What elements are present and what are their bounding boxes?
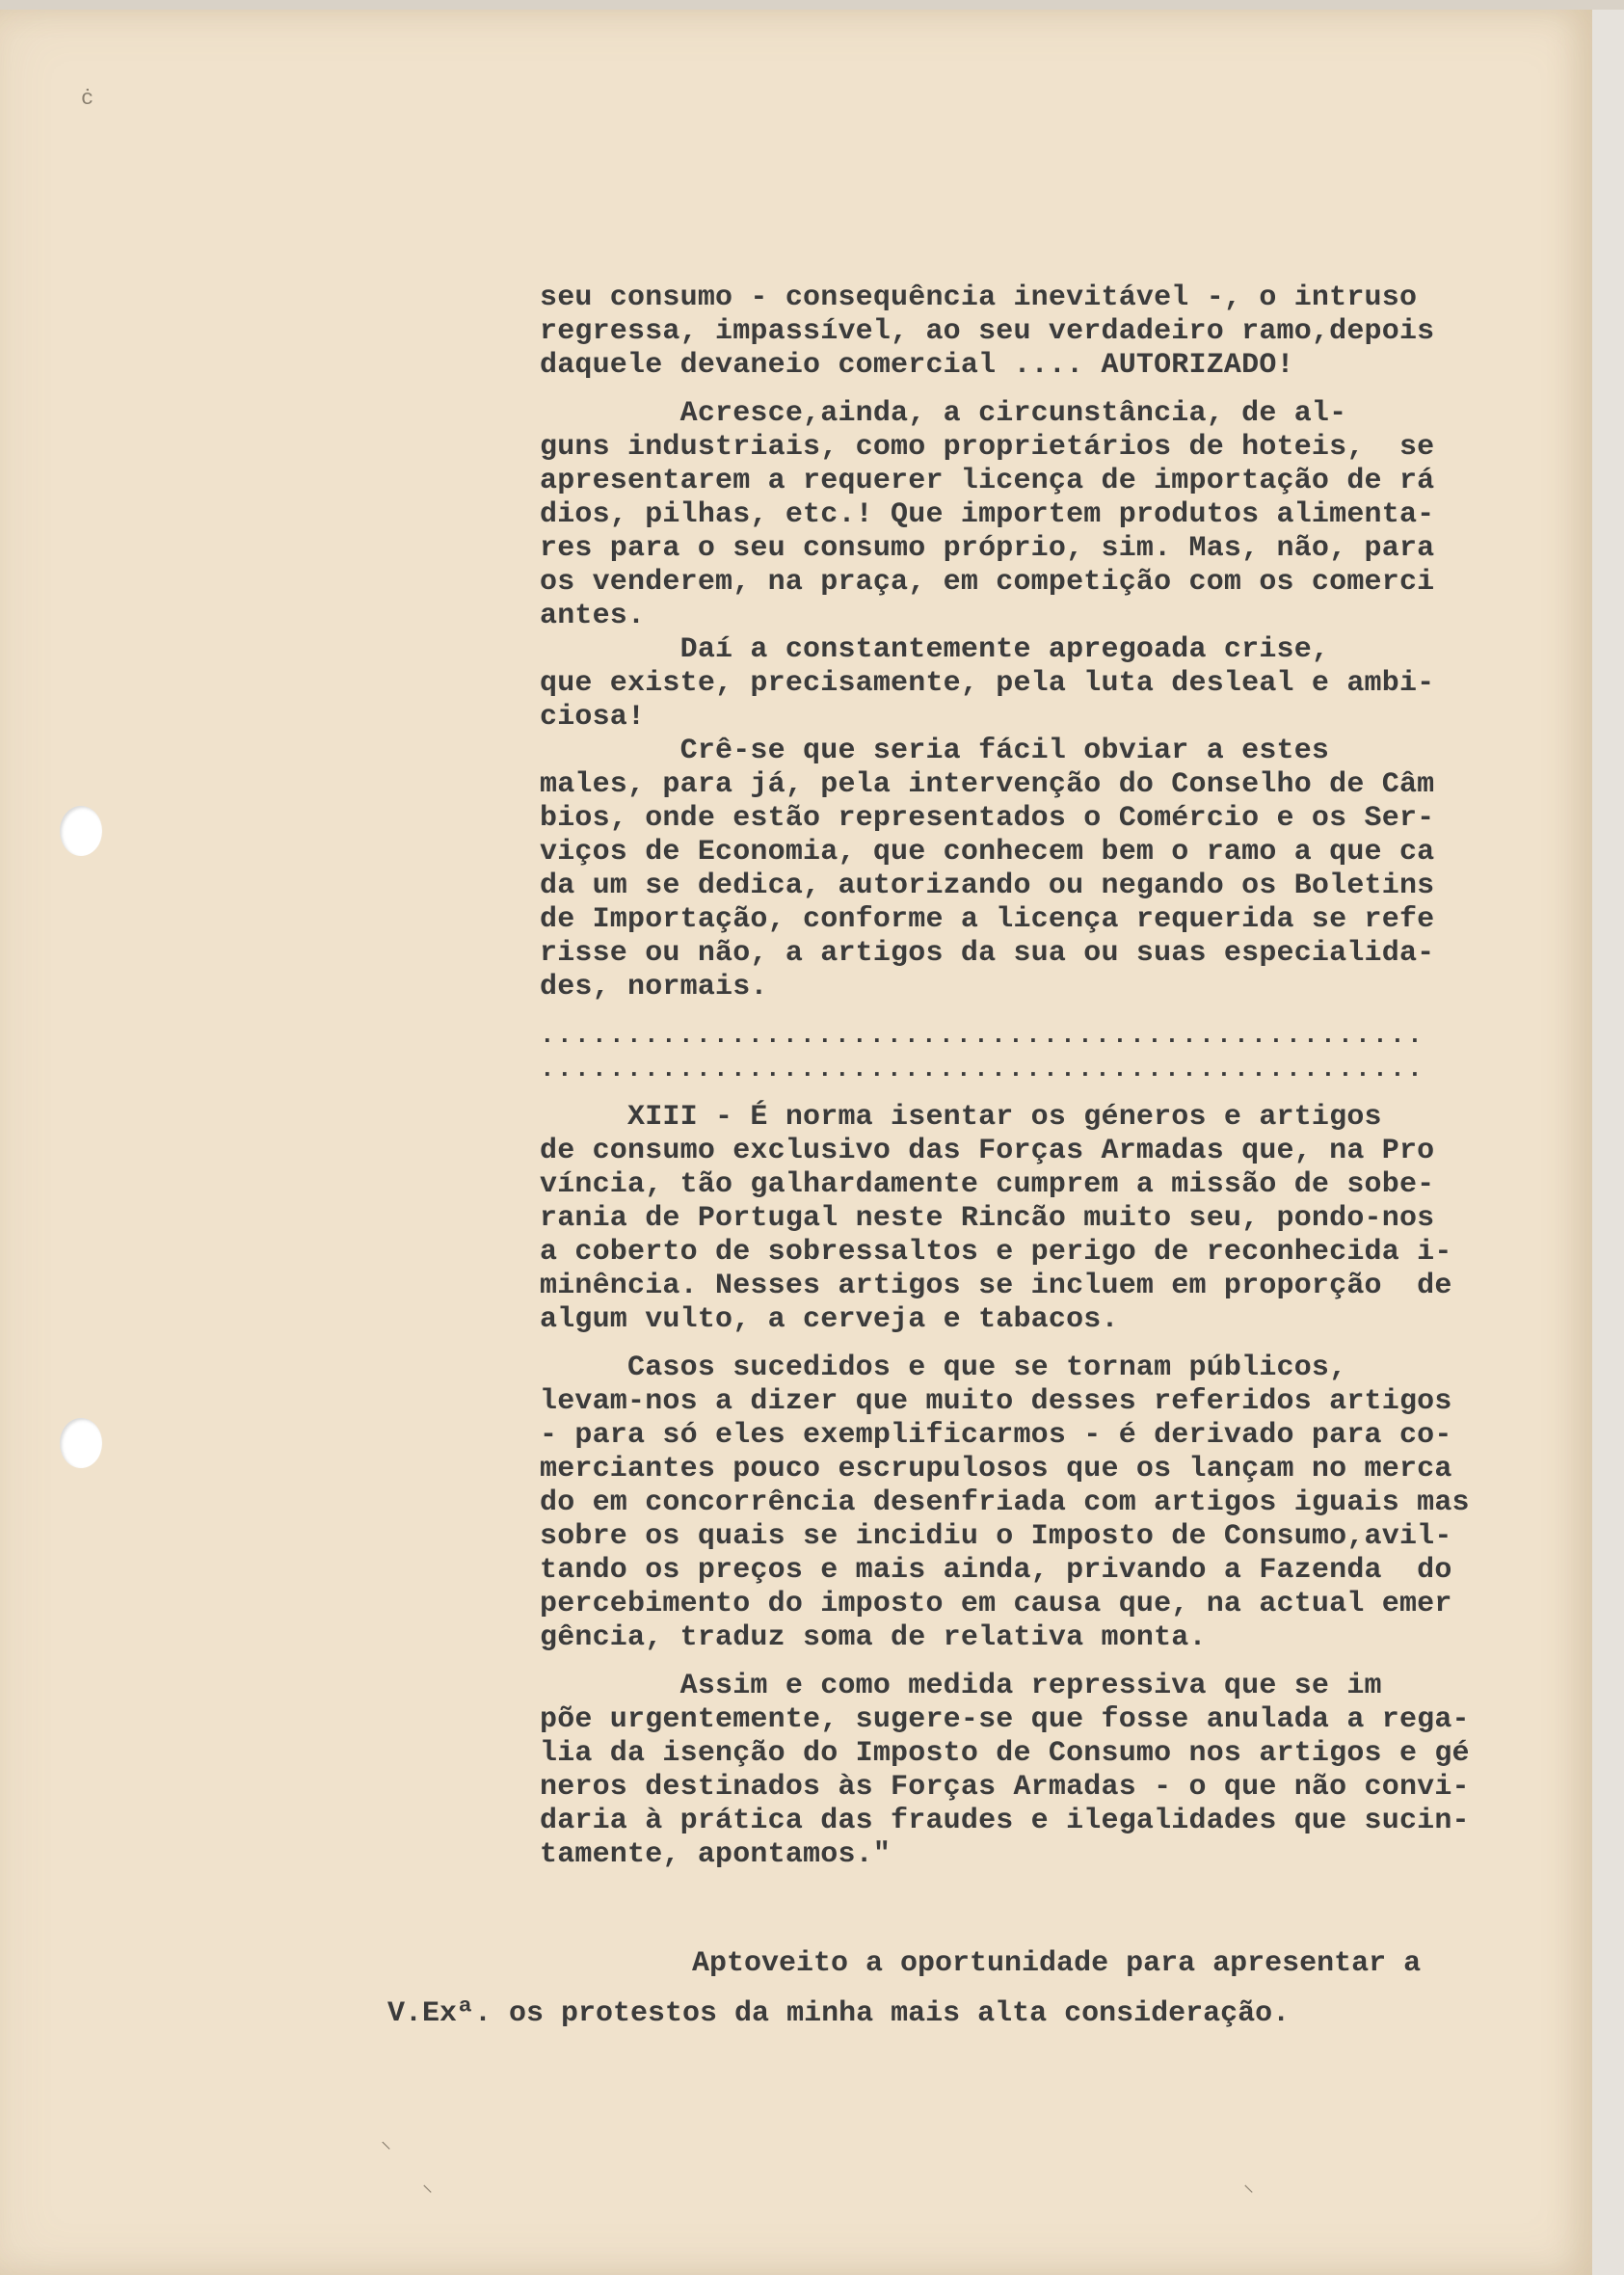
text-line: põe urgentemente, sugere-se que fosse anulada a rega- <box>540 1703 1470 1736</box>
text-line: de consumo exclusivo das Forças Armadas que, na Pro <box>540 1135 1435 1167</box>
text-line: bios, onde estão representados o Comércio e os Ser- <box>540 802 1435 835</box>
punch-hole-lower <box>60 1418 102 1468</box>
paragraph-block2 <box>540 397 1532 1004</box>
text-line: - para só eles exemplificarmos - é derivado para co- <box>540 1419 1452 1452</box>
text-line: antes. <box>540 600 646 632</box>
paragraph-block5 <box>540 1670 1532 1872</box>
text-line: daria à prática das fraudes e ilegalidades que sucin- <box>540 1805 1470 1837</box>
text-line: des, normais. <box>540 971 768 1004</box>
text-line: males, para já, pela intervenção do Conselho de Câm <box>540 768 1435 801</box>
text-line: que existe, precisamente, pela luta desleal e ambi- <box>540 667 1435 700</box>
text-line: de Importação, conforme a licença requerida se refe <box>540 903 1435 936</box>
text-line: risse ou não, a artigos da sua ou suas especialida- <box>540 937 1435 970</box>
text-line: neros destinados às Forças Armadas - o que não convi- <box>540 1771 1470 1804</box>
dot-line: ................................................... <box>540 1055 1425 1084</box>
text-line: res para o seu consumo próprio, sim. Mas, não, para <box>540 532 1435 565</box>
paragraph-block4 <box>540 1352 1532 1655</box>
text-line: os venderem, na praça, em competição com os comerci <box>540 566 1435 599</box>
text-line: sobre os quais se incidiu o Imposto de Consumo,avil- <box>540 1520 1452 1553</box>
closing-line-1: Aptoveito a oportunidade para apresentar a <box>692 1947 1422 1980</box>
text-line: Assim e como medida repressiva que se im <box>540 1670 1382 1702</box>
paper-mark: ċ <box>81 87 94 111</box>
text-line: Crê-se que seria fácil obviar a estes <box>540 735 1330 767</box>
text-line: minência. Nesses artigos se incluem em proporção de <box>540 1270 1452 1302</box>
text-line: ciosa! <box>540 701 646 734</box>
paragraph-block3 <box>540 1101 1532 1337</box>
text-line: rania de Portugal neste Rincão muito seu, pondo-nos <box>540 1202 1435 1235</box>
text-line: Daí a constantemente apregoada crise, <box>540 633 1330 666</box>
text-line: merciantes pouco escrupulosos que os lançam no merca <box>540 1453 1452 1485</box>
page-edge <box>1592 10 1624 2275</box>
text-line: tamente, apontamos." <box>540 1838 892 1871</box>
text-line: daquele devaneio comercial .... AUTORIZADO! <box>540 349 1294 382</box>
typed-text-column <box>540 281 1532 1872</box>
text-line: Casos sucedidos e que se tornam públicos, <box>540 1352 1347 1384</box>
text-line: do em concorrência desenfriada com artigos iguais mas <box>540 1486 1470 1519</box>
text-line: tando os preços e mais ainda, privando a Fazenda do <box>540 1554 1452 1587</box>
punch-hole-upper <box>60 806 102 856</box>
closing-line-2: V.Exª. os protestos da minha mais alta consideração. <box>387 1997 1291 2030</box>
text-line: lia da isenção do Imposto de Consumo nos artigos e gé <box>540 1737 1470 1770</box>
text-line: Acresce,ainda, a circunstância, de al- <box>540 397 1347 430</box>
stray-mark: ⸜ <box>422 2174 434 2198</box>
text-line: gência, traduz soma de relativa monta. <box>540 1621 1207 1654</box>
text-line: dios, pilhas, etc.! Que importem produtos alimenta- <box>540 498 1435 531</box>
text-line: percebimento do imposto em causa que, na actual emer <box>540 1588 1452 1620</box>
text-line: seu consumo - consequência inevitável -, o intruso <box>540 281 1418 314</box>
text-line: viços de Economia, que conhecem bem o ramo a que ca <box>540 836 1435 869</box>
text-line: regressa, impassível, ao seu verdadeiro ramo,depois <box>540 315 1435 348</box>
text-line: a coberto de sobressaltos e perigo de reconhecida i- <box>540 1236 1452 1269</box>
dot-line: ................................................... <box>540 1021 1425 1050</box>
text-line: levam-nos a dizer que muito desses referidos artigos <box>540 1385 1452 1418</box>
text-line: XIII - É norma isentar os géneros e artigos <box>540 1101 1382 1134</box>
text-line: apresentarem a requerer licença de importação de rá <box>540 465 1435 497</box>
paragraph-block1 <box>540 281 1532 383</box>
stray-mark: ⸜ <box>381 2130 392 2155</box>
text-line: víncia, tão galhardamente cumprem a missão de sobe- <box>540 1168 1435 1201</box>
dotted-separator <box>540 1019 1532 1086</box>
text-line: da um se dedica, autorizando ou negando os Boletins <box>540 870 1435 902</box>
text-line: guns industriais, como proprietários de hoteis, se <box>540 431 1435 464</box>
text-line: algum vulto, a cerveja e tabacos. <box>540 1303 1119 1336</box>
stray-mark: ⸜ <box>1243 2174 1255 2198</box>
